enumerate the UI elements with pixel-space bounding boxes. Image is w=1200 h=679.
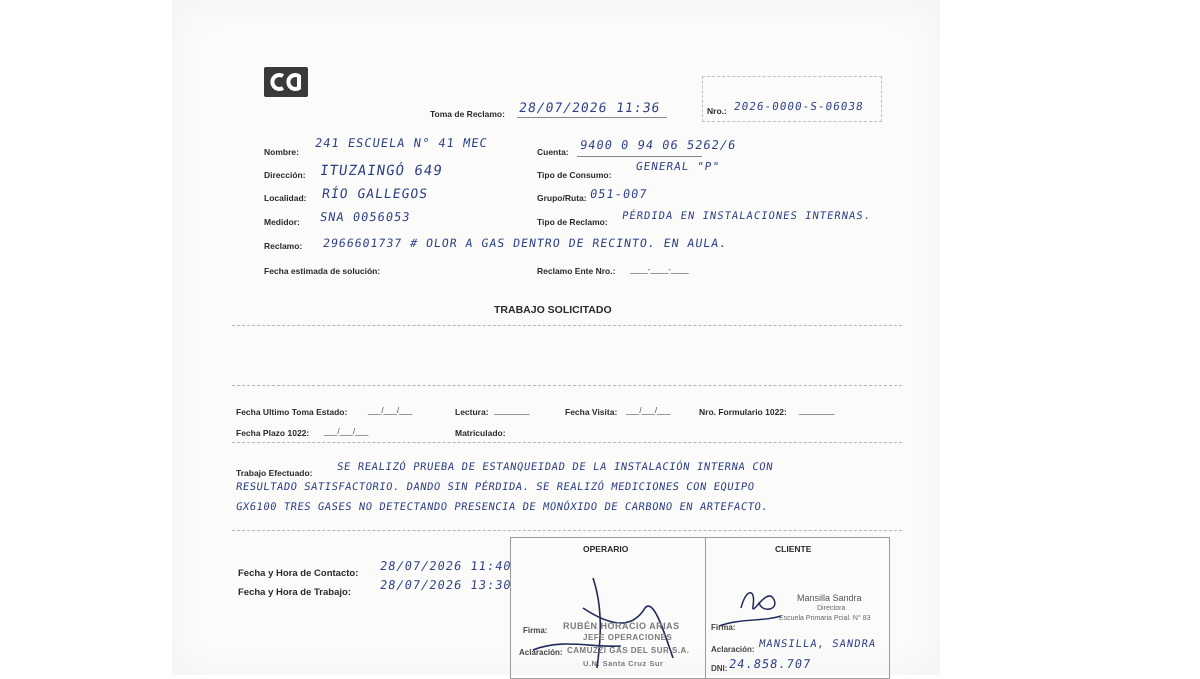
signature-table [510, 537, 890, 679]
nombre-label: Nombre: [264, 147, 299, 157]
cliente-stamp-name: Mansilla Sandra [797, 593, 862, 603]
lectura-label: Lectura: [455, 407, 489, 417]
fecha-ultimo-estado-label: Fecha Ultimo Toma Estado: [236, 407, 348, 417]
operario-aclaracion-label: Aclaración: [519, 648, 563, 657]
cliente-dni-value: 24.858.707 [728, 657, 813, 671]
localidad-value: RÍO GALLEGOS [320, 187, 429, 202]
direccion-label: Dirección: [264, 170, 306, 180]
section-divider-4 [232, 530, 902, 531]
cliente-aclaracion-value: MANSILLA, SANDRA [758, 638, 877, 650]
trabajo-line-3: GX6100 TRES GASES NO DETECTANDO PRESENCIA DE MONÓXIDO DE CARBONO EN ARTEFACTO. [235, 501, 769, 513]
nro-formulario-value: ________ [799, 406, 835, 415]
fecha-plazo-label: Fecha Plazo 1022: [236, 428, 310, 438]
trabajo-solicitado-title: TRABAJO SOLICITADO [494, 304, 612, 316]
nro-value: 2026-0000-S-06038 [733, 100, 865, 113]
toma-reclamo-label: Toma de Reclamo: [430, 109, 505, 119]
reclamo-value: 2966601737 # OLOR A GAS DENTRO DE RECINTO. EN AULA. [322, 236, 729, 250]
tipo-reclamo-label: Tipo de Reclamo: [537, 217, 608, 227]
nro-label: Nro.: [707, 106, 727, 116]
signature-divider [705, 538, 706, 678]
fecha-estimada-label: Fecha estimada de solución: [264, 266, 381, 276]
tipo-consumo-label: Tipo de Consumo: [537, 170, 612, 180]
cliente-dni-label: DNI: [711, 664, 728, 673]
fecha-contacto-label: Fecha y Hora de Contacto: [238, 568, 359, 579]
document-page [172, 0, 940, 675]
fecha-trabajo-label: Fecha y Hora de Trabajo: [238, 587, 351, 598]
cliente-stamp-role: Directora [817, 605, 846, 612]
company-logo [264, 67, 308, 97]
tipo-reclamo-value: PÉRDIDA EN INSTALACIONES INTERNAS. [621, 210, 872, 222]
operario-stamp-unit: U.N. Santa Cruz Sur [583, 659, 664, 668]
fecha-plazo-value: ___/___/___ [324, 427, 369, 436]
medidor-value: SNA 0056053 [319, 210, 412, 224]
nro-box [702, 76, 882, 122]
cuenta-value: 9400 0 94 06 5262/6 [579, 138, 738, 152]
cliente-stamp-school: Escuela Primaria Pcial. N° 83 [779, 615, 871, 622]
fecha-ultimo-estado-value: ___/___/___ [368, 406, 413, 415]
operario-stamp-name: RUBÉN HORACIO ARIAS [563, 621, 680, 631]
cuenta-label: Cuenta: [537, 147, 569, 157]
fecha-visita-label: Fecha Visita: [565, 407, 618, 417]
toma-reclamo-value: 28/07/2026 11:36 [517, 101, 662, 116]
trabajo-line-2: RESULTADO SATISFACTORIO. DANDO SIN PÉRDIDA. SE REALIZÓ MEDICIONES CON EQUIPO [235, 481, 756, 493]
fecha-contacto-value: 28/07/2026 11:40 [379, 559, 513, 573]
logo-mark-icon [269, 72, 303, 92]
nro-formulario-label: Nro. Formulario 1022: [699, 407, 787, 417]
cuenta-underline [577, 156, 702, 157]
tipo-consumo-value: GENERAL "P" [635, 160, 721, 173]
cliente-title: CLIENTE [775, 544, 812, 554]
grupo-ruta-label: Grupo/Ruta: [537, 193, 587, 203]
cliente-aclaracion-label: Aclaración: [711, 645, 755, 654]
fecha-visita-value: ___/___/___ [626, 406, 671, 415]
nombre-value: 241 ESCUELA N° 41 MEC [314, 136, 489, 150]
operario-title: OPERARIO [583, 544, 629, 554]
section-divider-3 [232, 442, 902, 443]
matriculado-label: Matriculado: [455, 428, 506, 438]
trabajo-line-1: SE REALIZÓ PRUEBA DE ESTANQUEIDAD DE LA INSTALACIÓN INTERNA CON [336, 461, 774, 473]
localidad-label: Localidad: [264, 193, 307, 203]
cliente-firma-label: Firma: [711, 623, 736, 632]
lectura-value: ________ [494, 406, 530, 415]
reclamo-label: Reclamo: [264, 241, 303, 251]
trabajo-efectuado-label: Trabajo Efectuado: [236, 468, 313, 478]
fecha-trabajo-value: 28/07/2026 13:30 [379, 578, 513, 592]
section-divider-2 [232, 385, 902, 386]
reclamo-ente-label: Reclamo Ente Nro.: [537, 266, 616, 276]
section-divider-1 [232, 325, 902, 326]
direccion-value: ITUZAINGÓ 649 [318, 163, 444, 179]
toma-underline [517, 117, 667, 118]
reclamo-ente-value: ____-____-____ [630, 265, 689, 274]
operario-stamp-company: CAMUZZI GAS DEL SUR S.A. [567, 646, 690, 655]
grupo-ruta-value: 051-007 [589, 187, 649, 201]
medidor-label: Medidor: [264, 217, 300, 227]
operario-stamp-role: JEFE OPERACIONES [583, 633, 673, 642]
operario-firma-label: Firma: [523, 626, 548, 635]
